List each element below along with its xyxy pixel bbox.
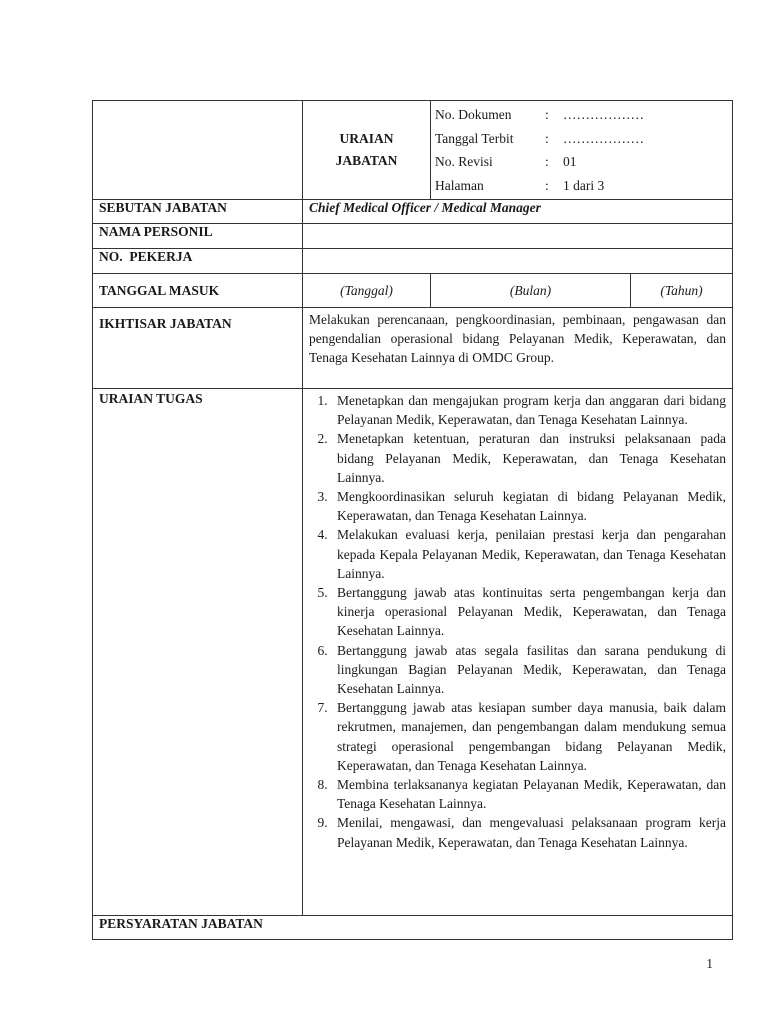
row-sebutan-jabatan bbox=[93, 200, 733, 224]
meta-separator: : bbox=[545, 107, 549, 122]
meta-key: No. Revisi bbox=[435, 154, 493, 169]
title-line-2: JABATAN bbox=[335, 153, 398, 168]
no-pekerja-label: NO. PEKERJA bbox=[93, 249, 303, 274]
sebutan-jabatan-label: SEBUTAN JABATAN bbox=[93, 200, 303, 224]
logo-cell bbox=[93, 101, 303, 200]
row-ikhtisar-jabatan bbox=[93, 308, 733, 389]
task-item: 5. Bertanggung jawab atas kontinuitas serta pengembangan kerja dan kinerja operasional Pelayanan Medik, Keperawatan, dan Tenaga Kesehatan Lainnya. bbox=[331, 583, 726, 641]
no-pekerja-value bbox=[303, 249, 733, 274]
meta-key: Halaman bbox=[435, 177, 484, 193]
meta-separator: : bbox=[545, 154, 549, 169]
uraian-tugas-label: URAIAN TUGAS bbox=[93, 389, 303, 916]
meta-row bbox=[435, 103, 728, 127]
meta-separator: : bbox=[545, 130, 549, 146]
meta-separator: : bbox=[545, 177, 549, 193]
document-meta bbox=[431, 101, 733, 200]
task-item: 3. Mengkoordinasikan seluruh kegiatan di bidang Pelayanan Medik, Keperawatan, dan Tenaga Kesehatan Lainnya. bbox=[331, 487, 726, 525]
row-nama-personil bbox=[93, 224, 733, 249]
tanggal-masuk-label: TANGGAL MASUK bbox=[93, 274, 303, 308]
persyaratan-jabatan-label: PERSYARATAN JABATAN bbox=[93, 916, 733, 940]
document-title bbox=[303, 101, 431, 200]
task-item: 9. Menilai, mengawasi, dan mengevaluasi pelaksanaan program kerja Pelayanan Medik, Keperawatan, dan Tenaga Kesehatan Lainnya. bbox=[331, 813, 726, 851]
title-line-1: URAIAN bbox=[339, 131, 394, 146]
task-list bbox=[309, 391, 726, 852]
row-tanggal-masuk bbox=[93, 274, 733, 308]
task-item: 4. Melakukan evaluasi kerja, penilaian prestasi kerja dan pengarahan kepada Kepala Pelayanan Medik, Keperawatan, dan Tenaga Kesehatan Lainnya. bbox=[331, 525, 726, 583]
meta-row bbox=[435, 150, 728, 174]
tanggal-day: (Tanggal) bbox=[303, 274, 431, 308]
ikhtisar-jabatan-value: Melakukan perencanaan, pengkoordinasian, pembinaan, pengawasan dan pengendalian operasional bidang Pelayanan Medik, Keperawatan, dan Tenaga Kesehatan Lainnya di OMDC Group. bbox=[303, 308, 733, 389]
uraian-tugas-value bbox=[303, 389, 733, 916]
page-number: 1 bbox=[706, 956, 713, 971]
meta-value: 1 dari 3 bbox=[563, 177, 605, 193]
task-item: 7. Bertanggung jawab atas kesiapan sumber daya manusia, baik dalam rekrutmen, manajemen, dan pengembangan dalam mendukung semua strategi operasional pengembangan bidang Pelayanan Medik, Keperawatan, dan Tenaga Kesehatan Lainnya. bbox=[331, 698, 726, 775]
row-no-pekerja bbox=[93, 249, 733, 274]
header-row bbox=[93, 101, 733, 200]
meta-key: Tanggal Terbit bbox=[435, 130, 514, 146]
meta-value: ……………… bbox=[563, 107, 644, 122]
row-uraian-tugas bbox=[93, 389, 733, 916]
meta-value: ……………… bbox=[563, 130, 644, 146]
task-item: 2. Menetapkan ketentuan, peraturan dan instruksi pelaksanaan pada bidang Pelayanan Medik, Keperawatan, dan Tenaga Kesehatan Lainnya. bbox=[331, 429, 726, 487]
meta-value: 01 bbox=[563, 154, 577, 169]
ikhtisar-jabatan-label: IKHTISAR JABATAN bbox=[93, 308, 303, 389]
sebutan-jabatan-value: Chief Medical Officer / Medical Manager bbox=[303, 200, 733, 224]
meta-key: No. Dokumen bbox=[435, 107, 512, 122]
task-item: 8. Membina terlaksananya kegiatan Pelayanan Medik, Keperawatan, dan Tenaga Kesehatan Lainnya. bbox=[331, 775, 726, 813]
task-item: 1. Menetapkan dan mengajukan program kerja dan anggaran dari bidang Pelayanan Medik, Keperawatan, dan Tenaga Kesehatan Lainnya. bbox=[331, 391, 726, 429]
nama-personil-label: NAMA PERSONIL bbox=[93, 224, 303, 249]
job-description-table bbox=[92, 100, 733, 940]
tanggal-year: (Tahun) bbox=[631, 274, 733, 308]
nama-personil-value bbox=[303, 224, 733, 249]
row-persyaratan-jabatan bbox=[93, 916, 733, 940]
meta-row bbox=[435, 174, 728, 198]
task-item: 6. Bertanggung jawab atas segala fasilitas dan sarana pendukung di lingkungan Bagian Pelayanan Medik, Keperawatan, dan Tenaga Kesehatan Lainnya. bbox=[331, 641, 726, 699]
tanggal-month: (Bulan) bbox=[431, 274, 631, 308]
meta-row bbox=[435, 127, 728, 151]
